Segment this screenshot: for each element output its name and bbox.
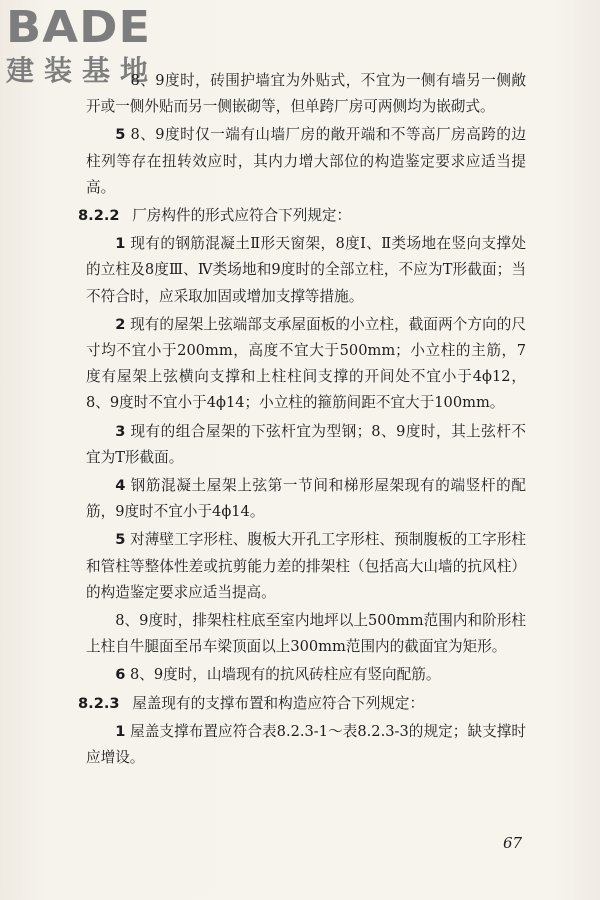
clause-5-torsion bbox=[86, 122, 526, 201]
clause-text: 现有的组合屋架的下弦杆宜为型钢；8、9度时，其上弦杆不宜为T形截面。 bbox=[86, 422, 526, 466]
clause-text: 8、9度时仅一端有山墙厂房的敞开端和不等高厂房高跨的边柱列等存在扭转效应时，其内力增大部位的构造鉴定要求应适当提高。 bbox=[86, 126, 526, 196]
clause-number: 6 bbox=[115, 666, 126, 684]
clause-number: 3 bbox=[115, 422, 126, 440]
clause-text: 钢筋混凝土屋架上弦第一节间和梯形屋架现有的端竖杆的配筋，9度时不宜小于4ϕ14。 bbox=[86, 477, 526, 521]
clause-3-truss bbox=[86, 419, 526, 471]
clause-text: 对薄壁工字形柱、腹板大开孔工字形柱、预制腹板的工字形柱和管柱等整体性差或抗剪能力差的排架柱（包括高大山墙的抗风柱）的构造鉴定要求应适当提高。 bbox=[86, 531, 526, 601]
clause-number: 5 bbox=[115, 126, 126, 144]
logo-wordmark: BADE bbox=[6, 2, 152, 53]
section-number: 8.2.3 bbox=[78, 694, 120, 712]
paragraph-column-base bbox=[86, 608, 526, 660]
page-number: 67 bbox=[503, 834, 523, 852]
clause-text: 屋盖支撑布置应符合表8.2.3-1～表8.2.3-3的规定；缺支撑时应增设。 bbox=[86, 722, 527, 767]
clause-1-bracing bbox=[86, 719, 526, 771]
clause-text: 8、9度时，山墙现有的抗风砖柱应有竖向配筋。 bbox=[129, 666, 441, 684]
section-8-2-3 bbox=[78, 691, 526, 717]
clause-number: 4 bbox=[115, 477, 126, 495]
section-number: 8.2.2 bbox=[78, 207, 120, 225]
clause-5-columns bbox=[86, 527, 526, 606]
section-text: 屋盖现有的支撑布置和构造应符合下列规定： bbox=[132, 694, 425, 712]
body-text bbox=[78, 68, 527, 773]
clause-4-wall bbox=[86, 68, 526, 120]
clause-number: 2 bbox=[115, 315, 126, 333]
clause-4-chord bbox=[86, 473, 526, 525]
clause-text: 8、9度时，砖围护墙宜为外贴式，不宜为一侧有墙另一侧敞开或一侧外贴而另一侧嵌砌等，但单跨厂房可两侧均为嵌砌式。 bbox=[86, 72, 526, 116]
clause-2-strut bbox=[86, 312, 526, 417]
clause-text: 现有的钢筋混凝土Ⅱ形天窗架，8度Ⅰ、Ⅱ类场地在竖向支撑处的立柱及8度Ⅲ、Ⅳ类场地和9度时的全部立柱，不应为T形截面；当不符合时，应采取加固或增加支撑等措施。 bbox=[86, 235, 527, 305]
section-8-2-2 bbox=[78, 203, 526, 229]
paragraph-text: 8、9度时，排架柱柱底至室内地坪以上500mm范围内和阶形柱上柱自牛腿面至吊车梁顶面以上300mm范围内的截面宜为矩形。 bbox=[86, 612, 526, 656]
clause-text: 现有的屋架上弦端部支承屋面板的小立柱，截面两个方向的尺寸均不宜小于200mm，高度不宜大于500mm；小立柱的主筋，7度有屋架上弦横向支撑和上柱柱间支撑的开间处不宜小于4ϕ12，8、9度时不宜小于4ϕ14；小立柱的箍筋间距不宜大于100mm。 bbox=[86, 315, 526, 412]
clause-number: 1 bbox=[115, 235, 126, 253]
clause-number: 5 bbox=[115, 531, 126, 549]
clause-number: 1 bbox=[115, 722, 126, 740]
section-text: 厂房构件的形式应符合下列规定： bbox=[132, 207, 352, 225]
clause-6-gable bbox=[86, 662, 526, 688]
clause-1-skylight bbox=[86, 231, 526, 310]
logo-subtitle: 建装基地 bbox=[6, 54, 159, 87]
